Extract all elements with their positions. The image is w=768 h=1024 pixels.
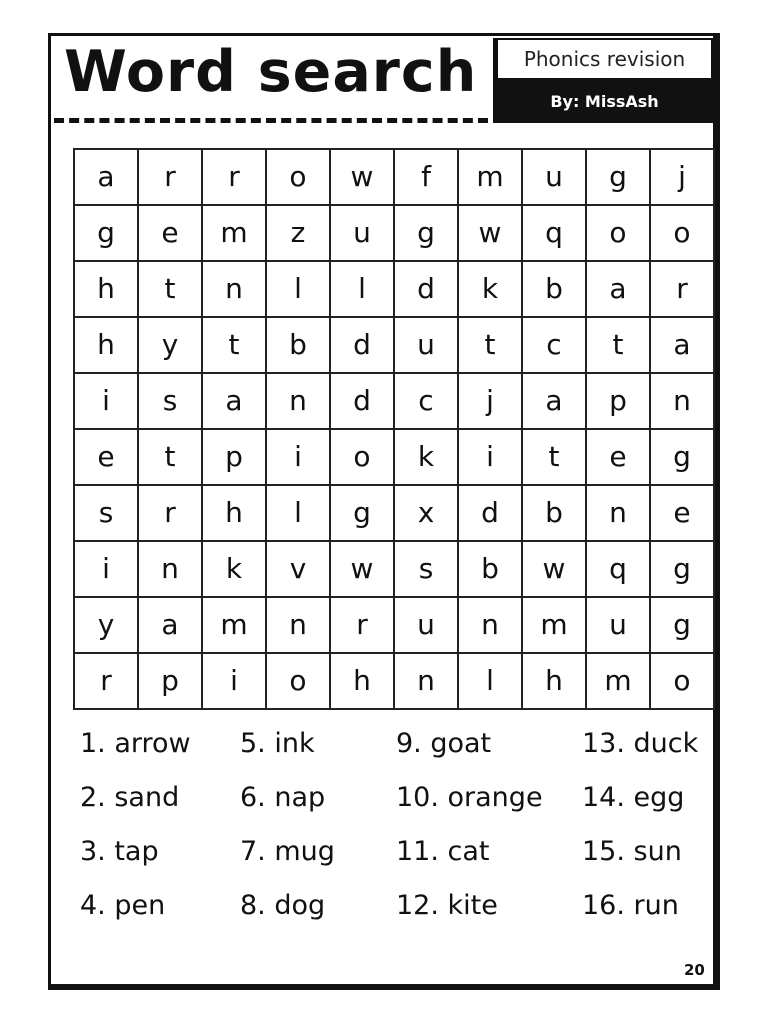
grid-cell[interactable]: j	[458, 373, 522, 429]
grid-cell[interactable]: j	[650, 149, 714, 205]
grid-cell[interactable]: n	[266, 597, 330, 653]
grid-cell[interactable]: n	[202, 261, 266, 317]
grid-cell[interactable]: r	[202, 149, 266, 205]
grid-cell[interactable]: o	[650, 653, 714, 709]
grid-cell[interactable]: k	[202, 541, 266, 597]
grid-cell[interactable]: u	[330, 205, 394, 261]
grid-cell[interactable]: i	[74, 541, 138, 597]
grid-cell[interactable]: m	[202, 205, 266, 261]
letter-grid	[73, 148, 715, 710]
word-item: 13. duck	[582, 728, 699, 759]
page-number: 20	[684, 961, 705, 979]
grid-cell[interactable]: w	[330, 541, 394, 597]
grid-cell[interactable]: g	[394, 205, 458, 261]
grid-cell[interactable]: g	[650, 541, 714, 597]
grid-cell[interactable]: q	[522, 205, 586, 261]
grid-cell[interactable]: e	[650, 485, 714, 541]
grid-cell[interactable]: d	[330, 373, 394, 429]
grid-cell[interactable]: w	[522, 541, 586, 597]
grid-cell[interactable]: u	[394, 317, 458, 373]
page-title: Word search	[64, 39, 478, 105]
grid-row	[74, 317, 714, 373]
word-item: 8. dog	[240, 890, 326, 921]
grid-cell[interactable]: i	[458, 429, 522, 485]
grid-row	[74, 541, 714, 597]
grid-row	[74, 373, 714, 429]
word-item: 15. sun	[582, 836, 682, 867]
grid-cell[interactable]: m	[458, 149, 522, 205]
grid-cell[interactable]: f	[394, 149, 458, 205]
grid-cell[interactable]: r	[138, 149, 202, 205]
word-list	[80, 728, 710, 944]
grid-cell[interactable]: t	[458, 317, 522, 373]
grid-cell[interactable]: x	[394, 485, 458, 541]
grid-row	[74, 485, 714, 541]
grid-cell[interactable]: g	[330, 485, 394, 541]
grid-cell[interactable]: s	[138, 373, 202, 429]
grid-cell[interactable]: h	[522, 653, 586, 709]
word-item: 5. ink	[240, 728, 315, 759]
grid-cell[interactable]: g	[586, 149, 650, 205]
word-item: 11. cat	[396, 836, 490, 867]
grid-cell[interactable]: l	[330, 261, 394, 317]
grid-cell[interactable]: z	[266, 205, 330, 261]
grid-cell[interactable]: b	[266, 317, 330, 373]
grid-cell[interactable]: g	[74, 205, 138, 261]
grid-cell[interactable]: u	[586, 597, 650, 653]
grid-cell[interactable]: e	[586, 429, 650, 485]
grid-cell[interactable]: y	[138, 317, 202, 373]
grid-cell[interactable]: g	[650, 597, 714, 653]
grid-cell[interactable]: r	[650, 261, 714, 317]
grid-cell[interactable]: h	[202, 485, 266, 541]
grid-cell[interactable]: l	[266, 261, 330, 317]
grid-cell[interactable]: a	[650, 317, 714, 373]
grid-cell[interactable]: p	[138, 653, 202, 709]
grid-cell[interactable]: n	[650, 373, 714, 429]
grid-cell[interactable]: m	[202, 597, 266, 653]
grid-cell[interactable]: k	[394, 429, 458, 485]
grid-cell[interactable]: b	[458, 541, 522, 597]
word-item: 14. egg	[582, 782, 685, 813]
word-item: 7. mug	[240, 836, 335, 867]
grid-cell[interactable]: o	[266, 653, 330, 709]
grid-cell[interactable]: d	[330, 317, 394, 373]
word-item: 4. pen	[80, 890, 166, 921]
grid-cell[interactable]: m	[522, 597, 586, 653]
grid-cell[interactable]: a	[74, 149, 138, 205]
grid-cell[interactable]: a	[138, 597, 202, 653]
grid-cell[interactable]: e	[74, 429, 138, 485]
grid-cell[interactable]: u	[522, 149, 586, 205]
grid-cell[interactable]: s	[394, 541, 458, 597]
grid-cell[interactable]: n	[458, 597, 522, 653]
grid-cell[interactable]: o	[330, 429, 394, 485]
worksheet-bottom-bar	[48, 984, 720, 990]
grid-row	[74, 429, 714, 485]
grid-cell[interactable]: h	[330, 653, 394, 709]
grid-cell[interactable]: c	[394, 373, 458, 429]
grid-cell[interactable]: t	[586, 317, 650, 373]
grid-cell[interactable]: r	[138, 485, 202, 541]
grid-cell[interactable]: a	[202, 373, 266, 429]
grid-cell[interactable]: d	[458, 485, 522, 541]
grid-cell[interactable]: r	[74, 653, 138, 709]
grid-cell[interactable]: u	[394, 597, 458, 653]
grid-cell[interactable]: o	[266, 149, 330, 205]
grid-cell[interactable]: a	[522, 373, 586, 429]
word-item: 9. goat	[396, 728, 492, 759]
grid-row	[74, 597, 714, 653]
grid-cell[interactable]: k	[458, 261, 522, 317]
word-item: 10. orange	[396, 782, 543, 813]
grid-cell[interactable]: v	[266, 541, 330, 597]
grid-cell[interactable]: i	[202, 653, 266, 709]
grid-cell[interactable]: e	[138, 205, 202, 261]
grid-cell[interactable]: b	[522, 261, 586, 317]
grid-cell[interactable]: w	[458, 205, 522, 261]
grid-cell[interactable]: t	[522, 429, 586, 485]
grid-cell[interactable]: i	[74, 373, 138, 429]
header-author: By: MissAsh	[550, 91, 659, 111]
grid-cell[interactable]: t	[138, 261, 202, 317]
grid-cell[interactable]: d	[394, 261, 458, 317]
word-item: 1. arrow	[80, 728, 191, 759]
grid-cell[interactable]: s	[74, 485, 138, 541]
header-subtitle: Phonics revision	[498, 40, 711, 78]
grid-cell[interactable]: t	[202, 317, 266, 373]
grid-cell[interactable]: n	[586, 485, 650, 541]
grid-cell[interactable]: l	[266, 485, 330, 541]
word-item: 12. kite	[396, 890, 498, 921]
grid-cell[interactable]: q	[586, 541, 650, 597]
grid-cell[interactable]: y	[74, 597, 138, 653]
grid-cell[interactable]: o	[586, 205, 650, 261]
grid-cell[interactable]: l	[458, 653, 522, 709]
grid-cell[interactable]: g	[650, 429, 714, 485]
grid-cell[interactable]: c	[522, 317, 586, 373]
grid-cell[interactable]: r	[330, 597, 394, 653]
grid-row	[74, 149, 714, 205]
grid-row	[74, 205, 714, 261]
grid-cell[interactable]: h	[74, 317, 138, 373]
grid-row	[74, 261, 714, 317]
grid-cell[interactable]: n	[266, 373, 330, 429]
grid-cell[interactable]: t	[138, 429, 202, 485]
grid-cell[interactable]: n	[394, 653, 458, 709]
grid-cell[interactable]: o	[650, 205, 714, 261]
grid-cell[interactable]: w	[330, 149, 394, 205]
grid-cell[interactable]: p	[586, 373, 650, 429]
grid-cell[interactable]: h	[74, 261, 138, 317]
grid-cell[interactable]: a	[586, 261, 650, 317]
grid-row	[74, 653, 714, 709]
word-item: 16. run	[582, 890, 679, 921]
title-dashed-underline	[54, 118, 488, 123]
grid-cell[interactable]: p	[202, 429, 266, 485]
grid-cell[interactable]: n	[138, 541, 202, 597]
grid-cell[interactable]: b	[522, 485, 586, 541]
grid-cell[interactable]: m	[586, 653, 650, 709]
word-item: 2. sand	[80, 782, 180, 813]
grid-cell[interactable]: i	[266, 429, 330, 485]
word-item: 6. nap	[240, 782, 326, 813]
word-item: 3. tap	[80, 836, 159, 867]
